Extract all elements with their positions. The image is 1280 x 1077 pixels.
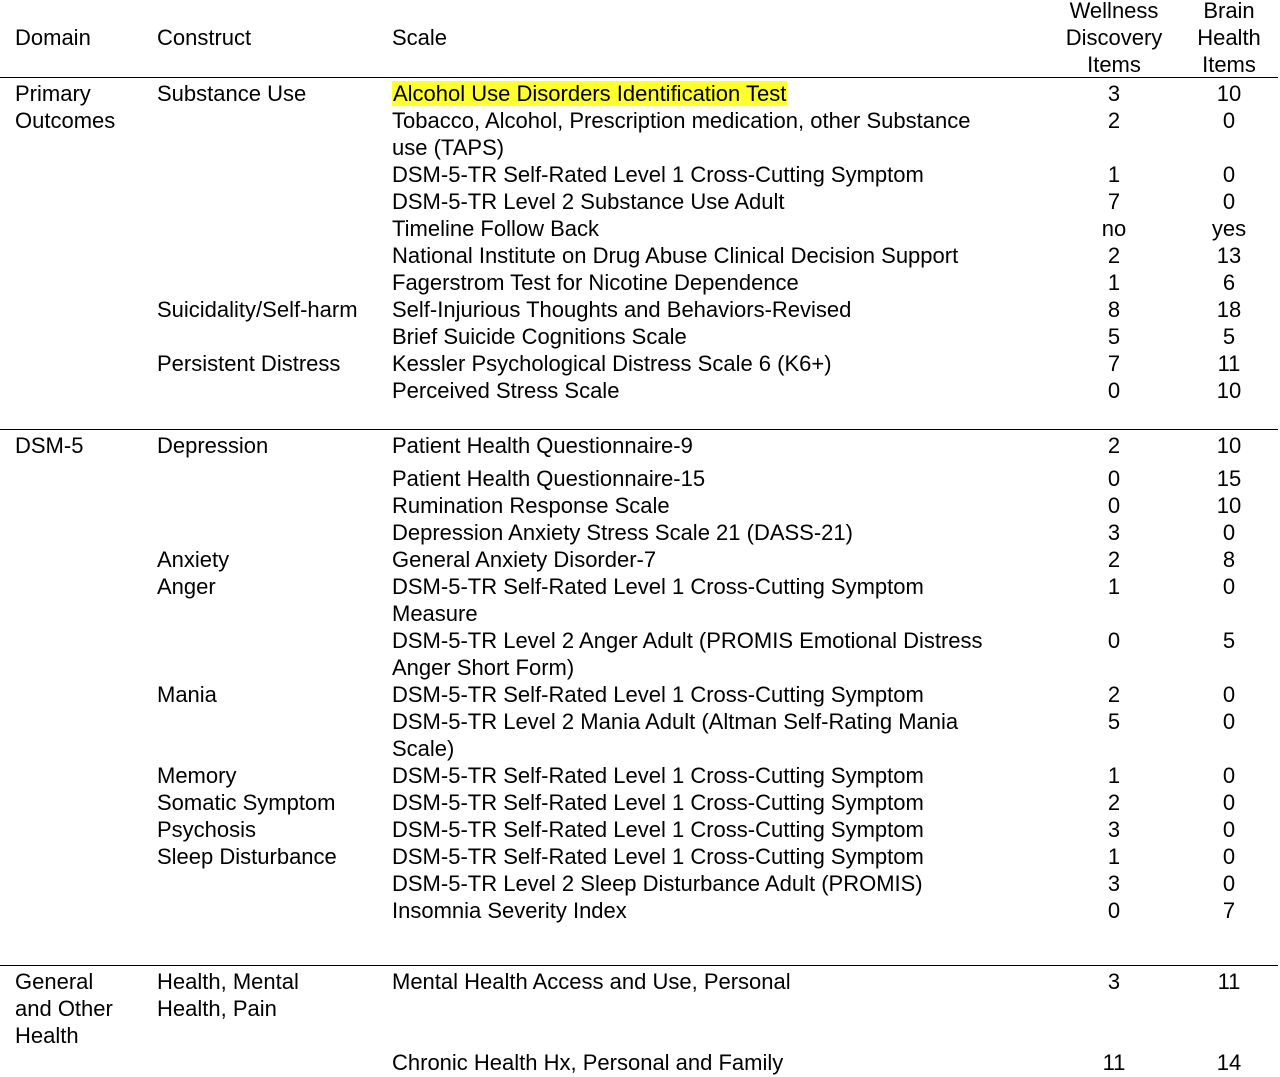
header-domain: Domain: [15, 25, 91, 50]
brain-items-cell: 0: [1222, 520, 1236, 545]
wellness-items-cell: 11: [1102, 1050, 1126, 1075]
row-24: DSM-5-TR Level 2 Sleep Disturbance Adult (PROMIS): [392, 871, 923, 896]
wellness-items-cell: 2: [1107, 790, 1121, 815]
brain-items-cell: 14: [1216, 1050, 1242, 1075]
row-0: [392, 80, 787, 107]
scale-text: DSM-5-TR Level 2 Anger Adult (PROMIS Emotional Distress: [392, 628, 983, 653]
brain-items-cell: 18: [1216, 297, 1242, 322]
row-1: [392, 107, 970, 161]
brain-items-cell: 11: [1217, 351, 1241, 376]
header-brain-line1: Brain: [1203, 0, 1255, 23]
row-12: Patient Health Questionnaire-15: [392, 466, 706, 491]
brain-items-cell: 0: [1222, 162, 1236, 187]
construct-anxiety: Anxiety: [157, 547, 230, 572]
construct-health-line2: Health, Pain: [157, 996, 277, 1021]
brain-items-cell: 0: [1222, 790, 1236, 815]
wellness-items-cell: 5: [1107, 709, 1121, 734]
domain-dsm: DSM-5: [15, 433, 84, 458]
construct-mania: Mania: [157, 682, 217, 707]
header-construct: Construct: [157, 25, 252, 50]
wellness-items-cell: 2: [1107, 433, 1121, 458]
header-brain-line2: Health: [1197, 25, 1261, 50]
wellness-items-cell: 1: [1107, 270, 1121, 295]
brain-items-cell: 10: [1216, 433, 1242, 458]
construct-health: [157, 968, 299, 1022]
wellness-items-cell: 3: [1107, 81, 1121, 106]
construct-somatic: Somatic Symptom: [157, 790, 336, 815]
row-4: Timeline Follow Back: [392, 216, 600, 241]
brain-items-cell: 13: [1216, 243, 1242, 268]
brain-items-cell: 0: [1222, 844, 1236, 869]
wellness-items-cell: 3: [1107, 871, 1121, 896]
wellness-items-cell: 1: [1107, 162, 1121, 187]
header-wellness-line3: Items: [1087, 52, 1141, 77]
row-22: DSM-5-TR Self-Rated Level 1 Cross-Cutting Symptom: [392, 817, 924, 842]
row-11: Patient Health Questionnaire-9: [392, 433, 693, 458]
row-19: [392, 708, 958, 762]
section-rule-dsm: [0, 429, 1278, 430]
wellness-items-cell: 0: [1107, 898, 1121, 923]
row-23: DSM-5-TR Self-Rated Level 1 Cross-Cutting Symptom: [392, 844, 924, 869]
construct-sleep: Sleep Disturbance: [157, 844, 337, 869]
wellness-items-cell: 5: [1107, 324, 1121, 349]
construct-anger: Anger: [157, 574, 216, 599]
row-13: Rumination Response Scale: [392, 493, 670, 518]
row-20: DSM-5-TR Self-Rated Level 1 Cross-Cutting Symptom: [392, 763, 924, 788]
scale-text: DSM-5-TR Self-Rated Level 1 Cross-Cutting Symptom: [392, 574, 924, 599]
scale-text-cont: Anger Short Form): [392, 655, 575, 680]
header-wellness: [1050, 0, 1178, 78]
row-25: Insomnia Severity Index: [392, 898, 627, 923]
brain-items-cell: 10: [1216, 81, 1242, 106]
wellness-items-cell: 0: [1107, 628, 1121, 653]
header-scale: Scale: [392, 25, 448, 50]
domain-general-line3: Health: [15, 1023, 79, 1048]
brain-items-cell: 0: [1222, 817, 1236, 842]
brain-items-cell: 0: [1222, 108, 1236, 133]
row-6: Fagerstrom Test for Nicotine Dependence: [392, 270, 799, 295]
wellness-items-cell: 3: [1107, 969, 1121, 994]
wellness-items-cell: 3: [1107, 520, 1121, 545]
brain-items-cell: 10: [1216, 493, 1242, 518]
domain-general-line2: and Other: [15, 996, 113, 1021]
brain-items-cell: 5: [1222, 324, 1236, 349]
header-brain-line3: Items: [1202, 52, 1256, 77]
wellness-items-cell: 0: [1107, 466, 1121, 491]
scale-text-cont: Measure: [392, 601, 478, 626]
header-wellness-line1: Wellness: [1069, 0, 1159, 23]
construct-distress: Persistent Distress: [157, 351, 341, 376]
domain-general: [15, 968, 113, 1049]
brain-items-cell: 11: [1217, 969, 1241, 994]
header-rule: [0, 77, 1278, 78]
row-18: DSM-5-TR Self-Rated Level 1 Cross-Cutting Symptom: [392, 682, 924, 707]
brain-items-cell: 0: [1222, 709, 1236, 734]
wellness-items-cell: 2: [1107, 682, 1121, 707]
brain-items-cell: 15: [1216, 466, 1242, 491]
brain-items-cell: 10: [1216, 378, 1242, 403]
row-27: Chronic Health Hx, Personal and Family: [392, 1050, 784, 1075]
brain-items-cell: 7: [1222, 898, 1236, 923]
domain-primary: [15, 80, 115, 134]
scale-text: DSM-5-TR Level 2 Mania Adult (Altman Self-Rating Mania: [392, 709, 959, 734]
scale-text-cont: use (TAPS): [392, 135, 505, 160]
construct-depression: Depression: [157, 433, 269, 458]
scale-text: Tobacco, Alcohol, Prescription medication, other Substance: [392, 108, 971, 133]
row-17: [392, 627, 983, 681]
wellness-items-cell: 1: [1107, 574, 1121, 599]
header-brain: [1180, 0, 1278, 78]
construct-health-line1: Health, Mental: [157, 969, 299, 994]
wellness-items-cell: 7: [1107, 351, 1121, 376]
domain-primary-line1: Primary: [15, 81, 91, 106]
row-9: Kessler Psychological Distress Scale 6 (K6+): [392, 351, 832, 376]
row-2: DSM-5-TR Self-Rated Level 1 Cross-Cutting Symptom: [392, 162, 924, 187]
wellness-items-cell: 2: [1107, 243, 1121, 268]
row-14: Depression Anxiety Stress Scale 21 (DASS-21): [392, 520, 853, 545]
construct-memory: Memory: [157, 763, 237, 788]
header-wellness-line2: Discovery: [1065, 25, 1163, 50]
scale-text: Alcohol Use Disorders Identification Test: [393, 81, 787, 106]
row-26: Mental Health Access and Use, Personal: [392, 969, 791, 994]
wellness-items-cell: 3: [1107, 817, 1121, 842]
construct-psychosis: Psychosis: [157, 817, 257, 842]
wellness-items-cell: 8: [1107, 297, 1121, 322]
row-21: DSM-5-TR Self-Rated Level 1 Cross-Cutting Symptom: [392, 790, 924, 815]
scale-text-cont: Scale): [392, 736, 455, 761]
wellness-items-cell: 0: [1107, 493, 1121, 518]
row-8: Brief Suicide Cognitions Scale: [392, 324, 687, 349]
brain-items-cell: 0: [1222, 574, 1236, 599]
row-16: [392, 573, 924, 627]
brain-items-cell: 0: [1222, 189, 1236, 214]
domain-primary-line2: Outcomes: [15, 108, 116, 133]
wellness-items-cell: 2: [1107, 547, 1121, 572]
brain-items-cell: 8: [1222, 547, 1236, 572]
row-15: General Anxiety Disorder-7: [392, 547, 657, 572]
wellness-items-cell: 0: [1107, 378, 1121, 403]
row-5: National Institute on Drug Abuse Clinical Decision Support: [392, 243, 959, 268]
wellness-items-cell: 1: [1107, 763, 1121, 788]
brain-items-cell: 0: [1222, 871, 1236, 896]
brain-items-cell: 0: [1222, 682, 1236, 707]
row-10: Perceived Stress Scale: [392, 378, 620, 403]
construct-substance: Substance Use: [157, 81, 307, 106]
wellness-items-cell: 2: [1107, 108, 1121, 133]
wellness-items-cell: 7: [1107, 189, 1121, 214]
row-3: DSM-5-TR Level 2 Substance Use Adult: [392, 189, 785, 214]
row-7: Self-Injurious Thoughts and Behaviors-Revised: [392, 297, 852, 322]
domain-general-line1: General: [15, 969, 94, 994]
brain-items-cell: yes: [1211, 216, 1247, 241]
brain-items-cell: 0: [1222, 763, 1236, 788]
brain-items-cell: 6: [1222, 270, 1236, 295]
wellness-items-cell: 1: [1107, 844, 1121, 869]
wellness-items-cell: no: [1101, 216, 1127, 241]
brain-items-cell: 5: [1222, 628, 1236, 653]
section-rule-general: [0, 965, 1278, 966]
construct-suicidality: Suicidality/Self-harm: [157, 297, 358, 322]
